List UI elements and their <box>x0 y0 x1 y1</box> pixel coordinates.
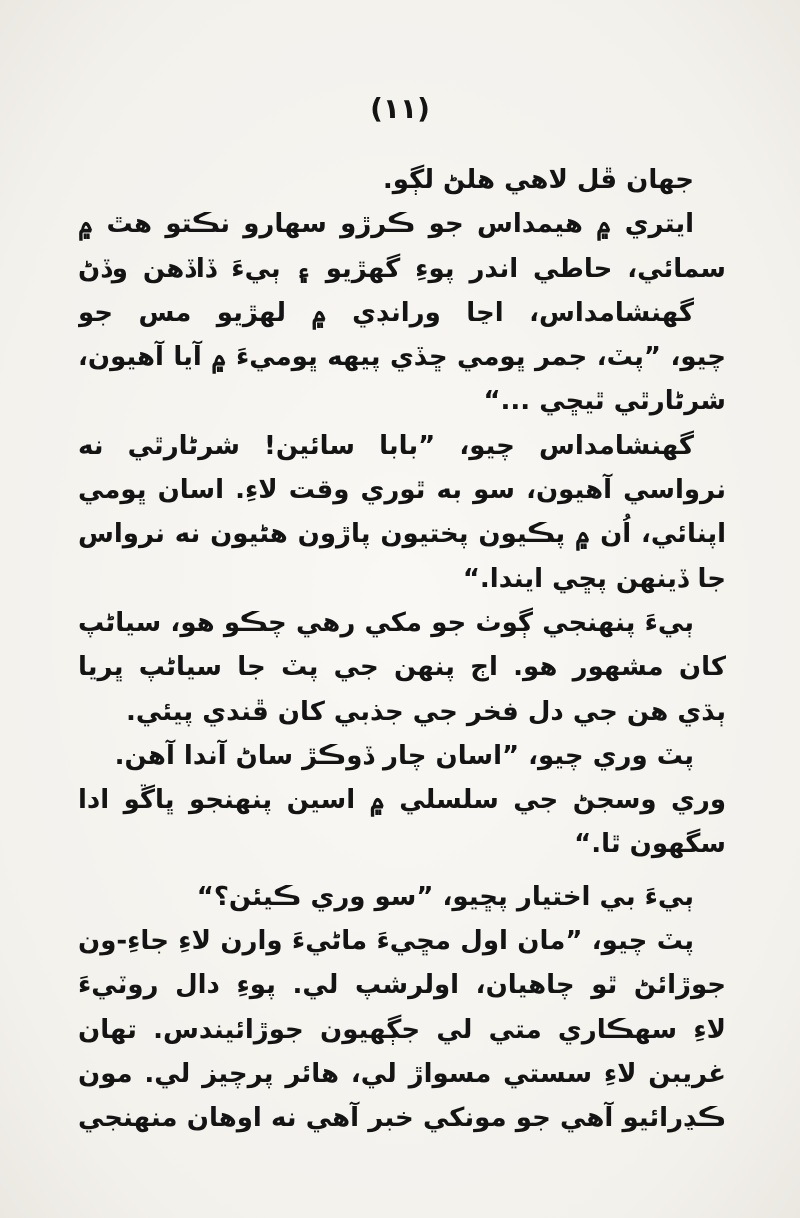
text-line: ايتري ۾ هيمداس جو ڪرڙو سهارو نڪتو هٿ ۾ <box>78 209 694 240</box>
text-line: ٻيءَ پنهنجي ڳوٺ جو مکي رهي چڪو هو، سياڻپ <box>78 607 694 638</box>
text-line: ڪڍرائيو آهي جو مونکي خبر آهي نه اوهان منهنجي <box>78 1103 726 1134</box>
text-line: وري وسجڻ جي سلسلي ۾ اسين پنهنجو ڀاڱو ادا <box>78 785 726 816</box>
text-line: چيو، ”پٽ، جمر ڀومي ڇڏي پيهه ڀوميءَ ۾ آيا آهيون، <box>78 342 726 373</box>
text-line: سگهون ٿا.“ <box>574 829 726 860</box>
text-line: جهان ڦل لاهي هلڻ لڳو. <box>382 165 694 195</box>
text-line: جوڙائڻ ٿو چاهيان، اولرشپ لي. پوءِ دال روٽيءَ <box>78 970 726 1001</box>
text-line: گهنشامداس چيو، ”بابا سائين! شرڻارٿي نه <box>78 430 694 461</box>
page-body-text <box>78 158 726 1141</box>
text-line: پٽ چيو، ”مان اول مڇيءَ ماڻيءَ وارن لاءِ جاءِ-ون <box>78 926 694 957</box>
text-line: کان مشهور هو. اڄ پنهن جي پٽ جا سياڻپ ڀريا <box>78 652 726 683</box>
text-line: ٻڌي هن جي دل فخر جي جذبي کان ڦندي پيئي. <box>126 696 726 727</box>
text-line: جا ڏينهن پڇي ايندا.“ <box>462 563 726 594</box>
text-line: نرواسي آهيون، سو به ٿوري وقت لاءِ. اسان ڀومي <box>78 475 726 506</box>
text-line: شرڻارٿي ٿيڇي ...“ <box>483 386 726 417</box>
text-line: پٽ وري چيو، ”اسان چار ڏوڪڙ ساڻ آندا آهن. <box>114 740 694 771</box>
page-number: (١١) <box>370 92 430 125</box>
text-line: گهنشامداس، اڃا ورانڊي ۾ لهڙيو مس جو <box>78 297 694 328</box>
text-line: ٻيءَ بي اختيار پڇيو، ”سو وري ڪيئن؟“ <box>196 881 694 912</box>
text-line: سمائي، حاطي اندر پوءِ گهڙيو ۽ ٻيءَ ڏاڏهن وڏڻ <box>78 253 726 284</box>
text-line: اپنائي، اُن ۾ پڪيون پختيون پاڙون هڻيون نه نرواس <box>78 519 726 550</box>
text-line: لاءِ سهڪاري متي لي جڳهيون جوڙائيندس. تهان <box>78 1014 726 1045</box>
text-line: غريبن لاءِ سستي مسواڙ لي، هائر پرچيز لي. مون <box>78 1058 726 1089</box>
